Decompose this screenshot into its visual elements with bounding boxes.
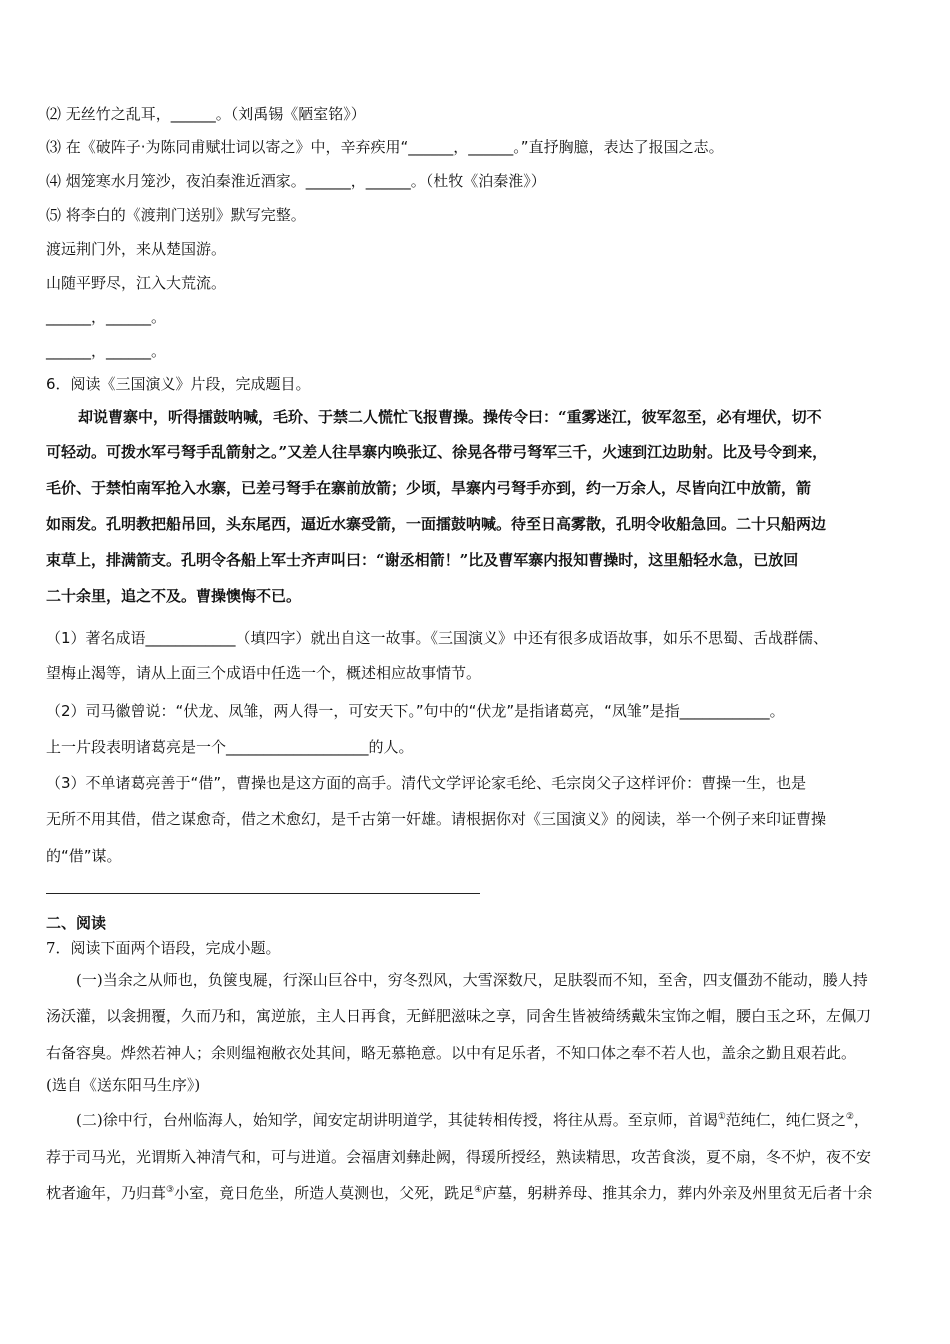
q7-title: 7．阅读下面两个语段，完成小题。 (46, 939, 281, 957)
classical-passage-2-line: (二)徐中行，台州临海人，始知学，闻安定胡讲明道学，其徒转相传授，将往从焉。至京师，首谒①范纯仁，纯仁贤之②， (76, 1111, 869, 1129)
q6-sub3-line: （3）不单诸葛亮善于“借”，曹操也是这方面的高手。清代文学评论家毛纶、毛宗岗父子这样评价：曹操一生，也是 (46, 774, 807, 792)
classical-passage-2-line: 荐于司马光，光谓斯入神清气和，可与进道。会福唐刘彝赴阙，得瑗所授经，熟读精思，攻苦食淡，夏不扇，冬不炉，夜不安 (46, 1148, 872, 1166)
classical-passage-2-line: 枕者逾年，乃归葺③小室，竟日危坐，所造人莫测也，父死，跣足④庐墓，躬耕养母、推其余力，葬内外亲及州里贫无后者十余 (46, 1184, 873, 1202)
classical-passage-1-source: (选自《送东阳马生序》) (46, 1076, 201, 1094)
footnote-marker: ② (845, 1112, 854, 1122)
q6-sub2-line: （2）司马徽曾说：“伏龙、凤雏，两人得一，可安天下。”句中的“伏龙”是指诸葛亮，“凤雏”是指____________。 (46, 702, 785, 720)
section-heading: 二、阅读 (46, 914, 107, 932)
q6-passage-line: 毛价、于禁怕南军抢入水寨，已差弓弩手在寨前放箭；少顷，旱寨内弓弩手亦到，约一万余人，尽皆向江中放箭，箭 (46, 479, 812, 497)
q5-item-4: ⑷ 烟笼寒水月笼沙，夜泊秦淮近酒家。______，______。（杜牧《泊秦淮》） (46, 172, 546, 190)
q6-passage-line: 束草上，排满箭支。孔明令各船上军士齐声叫曰：“谢丞相箭！”比及曹军寨内报知曹操时，这里船轻水急，已放回 (46, 551, 799, 569)
poem-line-2: 山随平野尽，江入大荒流。 (46, 274, 227, 292)
q6-passage-line: 如雨发。孔明教把船吊回，头东尾西，逼近水寨受箭，一面擂鼓呐喊。待至日高雾散，孔明令收船急回。二十只船两边 (46, 515, 827, 533)
classical-passage-1-line: (一)当余之从师也，负箧曳屣，行深山巨谷中，穷冬烈风，大雪深数尺，足肤裂而不知，至舍，四支僵劲不能动，媵人持 (76, 971, 868, 989)
footnote-marker: ④ (474, 1185, 483, 1195)
footnote-marker: ① (717, 1112, 726, 1122)
q6-sub1-line: （1）著名成语____________（填四字）就出自这一故事。《三国演义》中还有很多成语故事，如乐不思蜀、舌战群儒、 (46, 629, 829, 647)
q6-passage-line: 却说曹寨中，听得擂鼓呐喊，毛玠、于禁二人慌忙飞报曹操。操传令曰：“重雾迷江，彼军忽至，必有埋伏，切不 (78, 408, 822, 426)
q6-sub2-line: 上一片段表明诸葛亮是一个___________________的人。 (46, 738, 414, 756)
q6-sub1-line: 望梅止渴等，请从上面三个成语中任选一个，概述相应故事情节。 (46, 664, 482, 682)
poem-blank-line-1: ______，______。 (46, 308, 167, 326)
poem-blank-line-2: ______，______。 (46, 342, 167, 360)
q5-item-2: ⑵ 无丝竹之乱耳，______。（刘禹锡《陋室铭》） (46, 105, 366, 123)
q6-title: 6．阅读《三国演义》片段，完成题目。 (46, 375, 311, 393)
q5-item-3: ⑶ 在《破阵子·为陈同甫赋壮词以寄之》中，辛弃疾用“______，______。”直抒胸臆，表达了报国之志。 (46, 138, 724, 156)
footnote-marker: ③ (166, 1185, 175, 1195)
q6-passage-line: 二十余里，追之不及。曹操懊悔不已。 (46, 587, 302, 605)
poem-line-1: 渡远荆门外，来从楚国游。 (46, 240, 227, 258)
classical-passage-1-line: 汤沃灌，以衾拥覆，久而乃和，寓逆旅，主人日再食，无鲜肥滋味之享，同舍生皆被绮绣戴朱宝饰之帽，腰白玉之环，左佩刀 (46, 1007, 872, 1025)
q5-item-5: ⑸ 将李白的《渡荆门送别》默写完整。 (46, 206, 306, 224)
q6-sub3-line: 无所不用其借，借之谋愈奇，借之术愈幻，是千古第一奸雄。请根据你对《三国演义》的阅读，举一个例子来印证曹操 (46, 810, 827, 828)
answer-line (46, 893, 480, 894)
q6-passage-line: 可轻动。可拨水军弓弩手乱箭射之。”又差人往旱寨内唤张辽、徐晃各带弓弩军三千，火速到江边助射。比及号令到来， (46, 443, 828, 461)
classical-passage-1-line: 右备容臭。烨然若神人；余则缊袍敝衣处其间，略无慕艳意。以中有足乐者，不知口体之奉不若人也，盖余之勤且艰若此。 (46, 1044, 857, 1062)
q6-sub3-line: 的“借”谋。 (46, 847, 122, 865)
